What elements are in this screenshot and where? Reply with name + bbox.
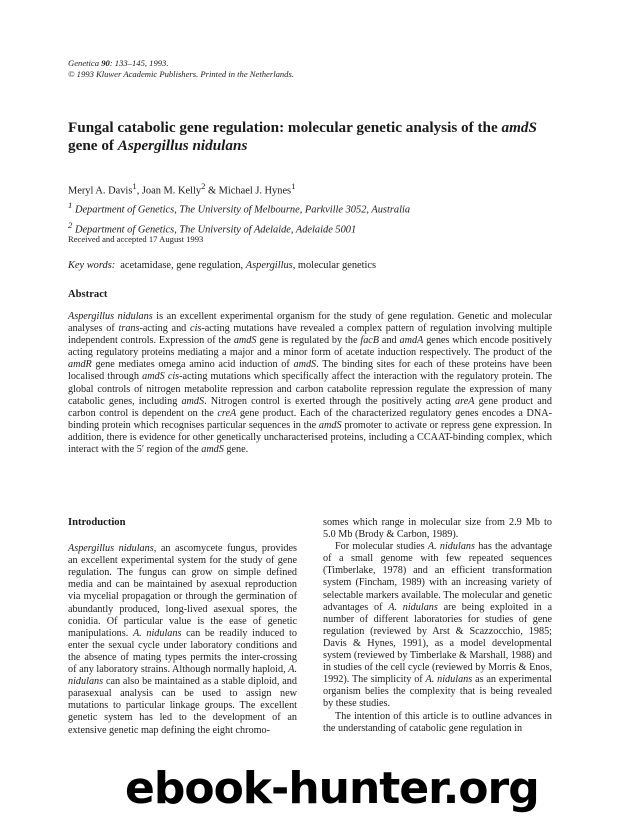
- received-date: Received and accepted 17 August 1993: [68, 234, 204, 244]
- citation-line: Genetica 90: 133–145, 1993.: [68, 58, 169, 68]
- intro-right-column: [323, 517, 552, 735]
- intro-paragraph-1-cont: somes which range in molecular size from 2.9 Mb to 5.0 Mb (Brody & Carbon, 1989).: [323, 517, 552, 541]
- watermark: ebook-hunter.org: [125, 763, 539, 814]
- publisher-line: © 1993 Kluwer Academic Publishers. Printed in the Netherlands.: [68, 68, 294, 79]
- intro-paragraph-3: The intention of this article is to outline advances in the understanding of catabolic gene regulation in: [323, 710, 552, 734]
- journal-citation: [68, 58, 294, 79]
- abstract-heading: Abstract: [68, 289, 108, 300]
- author-block: [68, 179, 410, 237]
- intro-paragraph-1: Aspergillus nidulans, an ascomycete fungus, provides an excellent experimental system for the study of gene regulation. The fungus can grow on simple defined media and can be maintained by asexual reproduction via mycelial propagation or through the germination of abundantly produced, long-lived asexual spores, the conidia. Of particular value is the ease of genetic manipulations. A. nidulans can be readily induced to enter the sexual cycle under laboratory conditions and the absence of mating types permits the inter-crossing of any laboratory strains. Although normally haploid, A. nidulans can also be maintained as a stable diploid, and parasexual analysis can be used to assign new mutations to particular linkage groups. The excellent genetic system has led to the development of an extensive genetic map defining the eight chromo-: [68, 543, 297, 736]
- intro-paragraph-2: For molecular studies A. nidulans has the advantage of a small genome with few repeated sequences (Timberlake, 1978) and an efficient transformation system (Fincham, 1989) with an increasing variety of selectable markers available. The molecular and genetic advantages of A. nidulans are being exploited in a number of different laboratories for studies of gene regulation (reviewed by Arst & Scazzocchio, 1985; Davis & Hynes, 1991), as a model developmental system (reviewed by Timberlake & Marshall, 1988) and in studies of the cell cycle (reviewed by Morris & Enos, 1992). The simplicity of A. nidulans as an experimental organism belies the complexity that is being revealed by these studies.: [323, 541, 552, 710]
- affiliation-1: $^1$ Department of Genetics, The University of Melbourne, Parkville 3052, Australia: [68, 200, 411, 216]
- intro-heading: Introduction: [68, 517, 126, 528]
- affiliation-2: $^2$ Department of Genetics, The University of Adelaide, Adelaide 5001: [68, 219, 357, 236]
- keywords: Key words: acetamidase, gene regulation, Aspergillus, molecular genetics: [68, 260, 377, 271]
- paper-title: Fungal catabolic gene regulation: molecular genetic analysis of the amdS gene of Aspergillus nidulans: [68, 119, 537, 154]
- author-line: Meryl A. Davis$^1$, Joan M. Kelly$^2$ & Michael J. Hynes$^1$: [68, 181, 296, 197]
- abstract-body: Aspergillus nidulans is an excellent experimental organism for the study of gene regulation. Genetic and molecular analyses of trans-acting and cis-acting mutations have revealed a complex pattern of regulation involving multiple independent controls. Expression of the amdS gene is regulated by the facB and amdA genes which encode positively acting regulatory proteins mediating a major and a minor form of acetate induction respectively. The product of the amdR gene mediates omega amino acid induction of amdS. The binding sites for each of these proteins have been localised through amdS cis-acting mutations which specifically affect the interaction with the regulatory protein. The global controls of nitrogen metabolite repression and carbon catabolite repression regulate the expression of many catabolic genes, including amdS. Nitrogen control is exerted through the positively acting areA gene product and carbon control is dependent on the creA gene product. Each of the characterized regulatory genes encodes a DNA-binding protein which recognises particular sequences in the amdS promoter to activate or repress gene expression. In addition, there is evidence for other genetically uncharacterised proteins, including a CCAAT-binding complex, which interact with the 5′ region of the amdS gene.: [68, 311, 552, 456]
- intro-left-column: [68, 517, 297, 737]
